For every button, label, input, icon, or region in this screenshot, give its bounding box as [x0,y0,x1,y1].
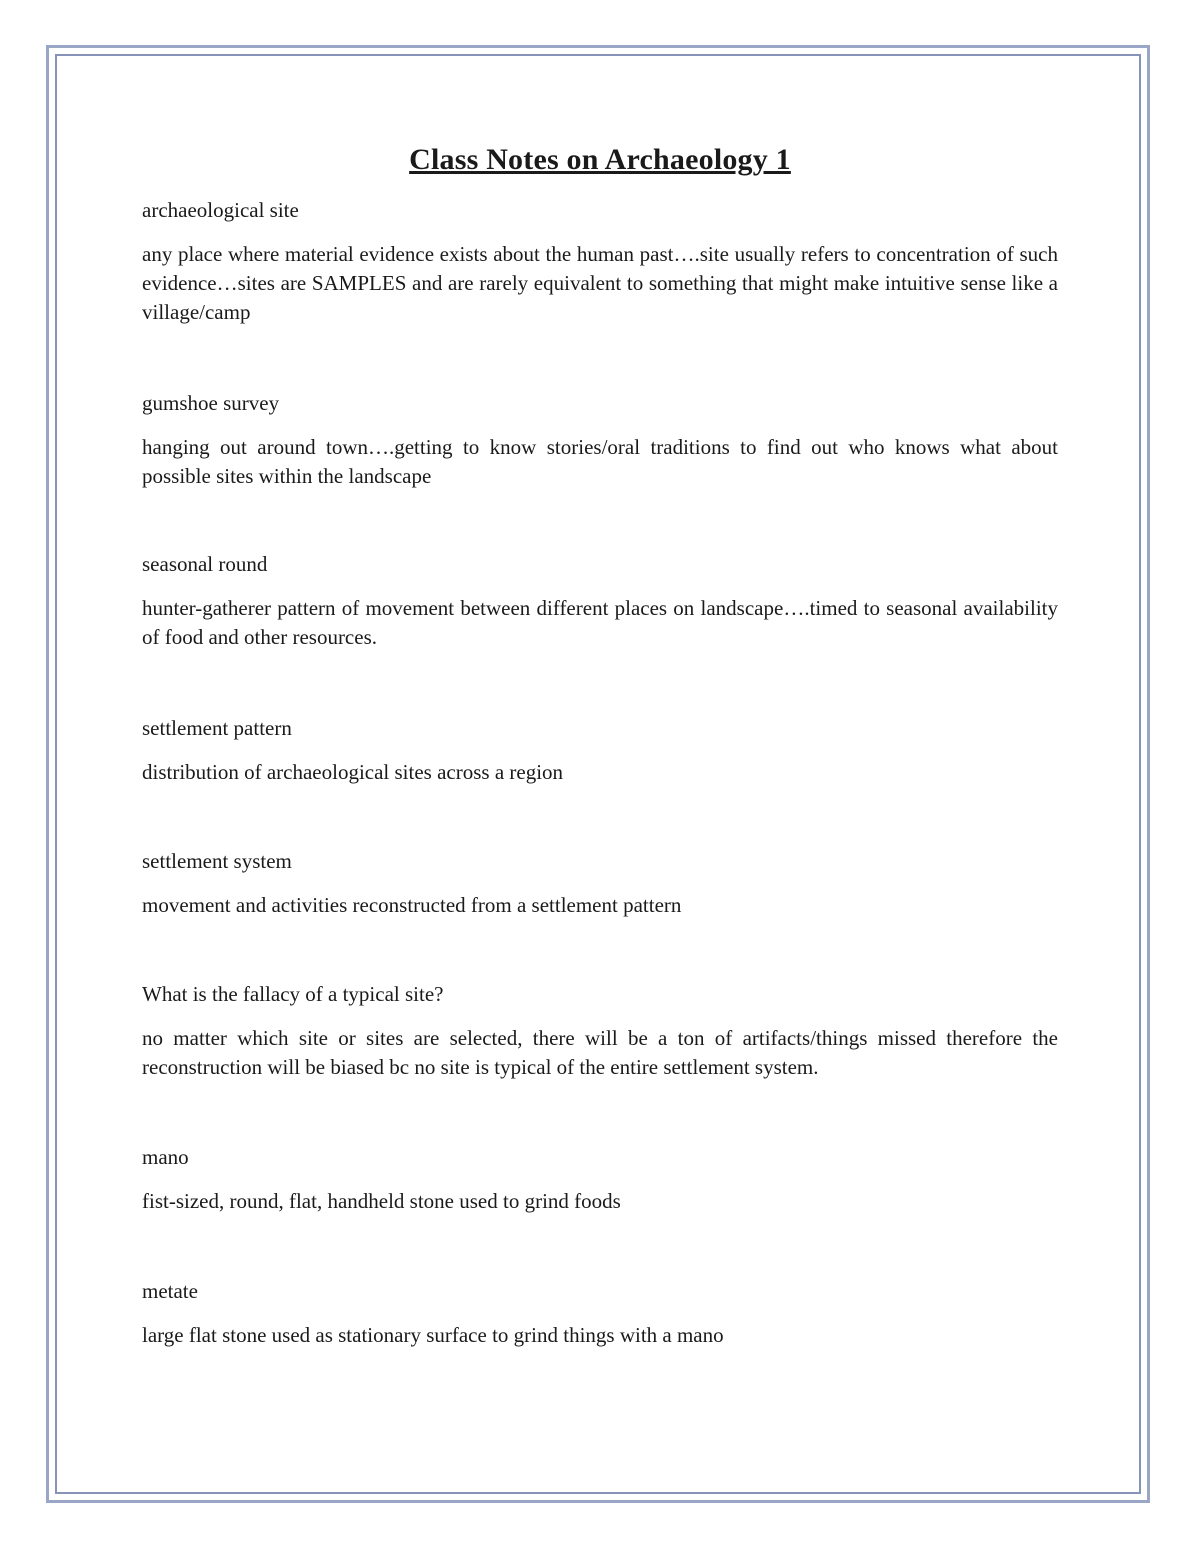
entry-definition: any place where material evidence exists about the human past….site usually refers to concentration of such evidence…sites are SAMPLES and are rarely equivalent to something that might make intuitive sense like a village/camp [142,242,1058,324]
entry-term: What is the fallacy of a typical site? [142,982,444,1006]
entry-definition: hanging out around town….getting to know stories/oral traditions to find out who knows what about possible sites within the landscape [142,435,1058,488]
entry-term: gumshoe survey [142,391,280,415]
entry-mano [142,1143,1058,1216]
entry-gumshoe-survey [142,389,1058,491]
entry-seasonal-round [142,550,1058,652]
entry-term: archaeological site [142,198,299,222]
entry-definition: no matter which site or sites are selected, there will be a ton of artifacts/things missed therefore the reconstruction will be biased bc no site is typical of the entire settlement system. [142,1026,1058,1079]
entry-definition: distribution of archaeological sites across a region [142,760,564,784]
entry-definition: hunter-gatherer pattern of movement between different places on landscape….timed to seasonal availability of food and other resources. [142,596,1058,649]
entry-term: settlement pattern [142,716,292,740]
entry-term: seasonal round [142,552,268,576]
entry-definition: fist-sized, round, flat, handheld stone used to grind foods [142,1189,621,1213]
entry-term: settlement system [142,849,292,873]
entry-metate [142,1277,1058,1350]
entry-typical-site-fallacy [142,980,1058,1082]
entry-archaeological-site [142,196,1058,327]
document-title: Class Notes on Archaeology 1 [409,143,791,176]
document-body [142,140,1058,1350]
entry-term: mano [142,1145,189,1169]
entry-definition: large flat stone used as stationary surface to grind things with a mano [142,1323,724,1347]
entry-term: metate [142,1279,198,1303]
entry-definition: movement and activities reconstructed from a settlement pattern [142,893,682,917]
entry-settlement-pattern [142,714,1058,787]
entry-settlement-system [142,847,1058,920]
